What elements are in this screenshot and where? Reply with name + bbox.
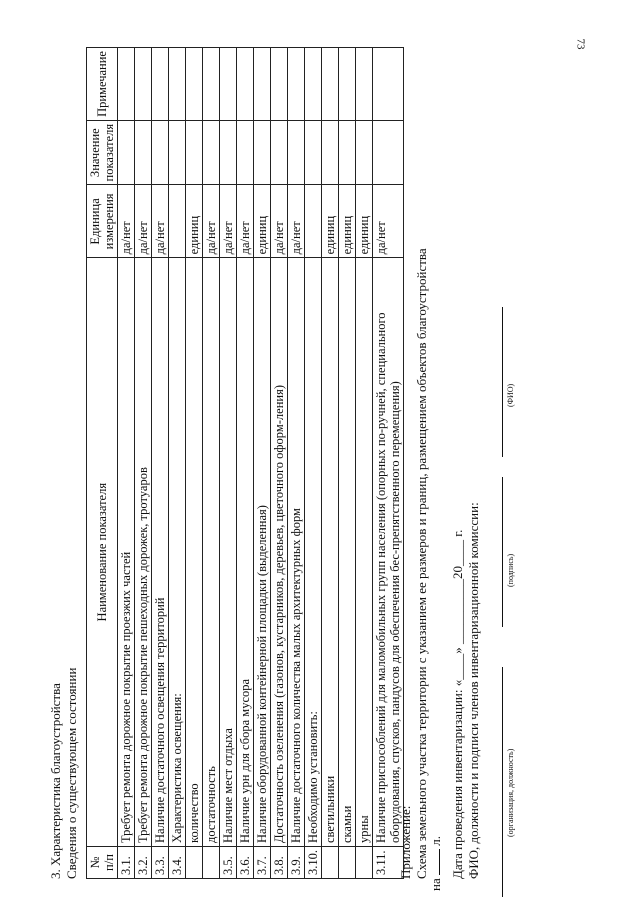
table-row	[271, 48, 288, 879]
row-num: 3.8.	[271, 847, 288, 879]
row-unit: да/нет	[237, 185, 254, 258]
row-num	[322, 847, 339, 879]
row-name: Наличие достаточного количества малых архитектурных форм	[288, 258, 305, 847]
row-value	[288, 120, 305, 185]
characteristics-table	[86, 47, 404, 879]
row-note	[356, 48, 373, 121]
l-label: л.	[428, 836, 443, 846]
row-note	[220, 48, 237, 121]
row-note	[271, 48, 288, 121]
row-unit: единиц	[339, 185, 356, 258]
row-value	[356, 120, 373, 185]
row-num: 3.3.	[152, 847, 169, 879]
row-note	[169, 48, 186, 121]
row-value	[322, 120, 339, 185]
row-name: Наличие урн для сбора мусора	[237, 258, 254, 847]
row-note	[186, 48, 203, 121]
caption-sign: (подпись)	[506, 553, 515, 587]
row-unit: да/нет	[220, 185, 237, 258]
row-unit: единиц	[254, 185, 271, 258]
row-num: 3.9.	[288, 847, 305, 879]
row-note	[288, 48, 305, 121]
header-unit: Единица измерения	[87, 185, 118, 258]
row-name: Достаточность озеленения (газонов, кустарников, деревьев, цветочного оформ-ления)	[271, 258, 288, 847]
row-num: 3.2.	[135, 847, 152, 879]
row-unit: да/нет	[373, 185, 404, 258]
header-num: № п/п	[87, 847, 118, 879]
row-value	[203, 120, 220, 185]
row-note	[152, 48, 169, 121]
row-name: Необходимо установить:	[305, 258, 322, 847]
row-unit	[305, 185, 322, 258]
row-unit: да/нет	[203, 185, 220, 258]
row-value	[118, 120, 135, 185]
inventory-date: Дата проведения инвентаризации: «____» __________20____ г.	[450, 529, 465, 879]
header-note: Примечание	[87, 48, 118, 121]
row-name: Наличие мест отдыха	[220, 258, 237, 847]
row-unit	[169, 185, 186, 258]
row-name: количество	[186, 258, 203, 847]
na-label: на	[428, 878, 443, 891]
row-value	[237, 120, 254, 185]
table-row	[356, 48, 373, 879]
section-subtitle: Сведения о существующем состоянии	[64, 667, 79, 879]
table-row	[373, 48, 404, 879]
row-num: 3.10.	[305, 847, 322, 879]
row-note	[254, 48, 271, 121]
row-name: скамьи	[339, 258, 356, 847]
row-value	[339, 120, 356, 185]
row-num: 3.1.	[118, 847, 135, 879]
row-value	[220, 120, 237, 185]
row-note	[203, 48, 220, 121]
row-name: Наличие достаточного освещения территорий	[152, 258, 169, 847]
table-row	[169, 48, 186, 879]
table-row	[237, 48, 254, 879]
row-value	[186, 120, 203, 185]
row-unit: единиц	[356, 185, 373, 258]
section-title: 3. Характеристика благоустройства	[48, 683, 63, 879]
row-value	[373, 120, 404, 185]
row-unit: да/нет	[152, 185, 169, 258]
row-name: достаточность	[203, 258, 220, 847]
row-note	[305, 48, 322, 121]
appendix-label: Приложение:	[398, 805, 413, 879]
row-value	[271, 120, 288, 185]
table-row	[220, 48, 237, 879]
commission-label: ФИО, должности и подписи членов инвентаризационной комиссии:	[466, 502, 481, 879]
row-unit: да/нет	[135, 185, 152, 258]
row-unit: единиц	[322, 185, 339, 258]
header-value: Значение показателя	[87, 120, 118, 185]
table-row	[135, 48, 152, 879]
row-value	[135, 120, 152, 185]
row-note	[339, 48, 356, 121]
row-name: Требует ремонта дорожное покрытие проезжих частей	[118, 258, 135, 847]
row-unit: да/нет	[271, 185, 288, 258]
row-num	[186, 847, 203, 879]
row-num: 3.4.	[169, 847, 186, 879]
row-note	[118, 48, 135, 121]
row-value	[305, 120, 322, 185]
row-num: 3.5.	[220, 847, 237, 879]
table-row	[322, 48, 339, 879]
header-name: Наименование показателя	[87, 258, 118, 847]
row-num	[203, 847, 220, 879]
sheet-count	[428, 836, 444, 891]
row-note	[135, 48, 152, 121]
table-row	[186, 48, 203, 879]
row-note	[373, 48, 404, 121]
row-name: светильники	[322, 258, 339, 847]
row-num	[356, 847, 373, 879]
row-unit: единиц	[186, 185, 203, 258]
table-row	[118, 48, 135, 879]
row-name: Характеристика освещения:	[169, 258, 186, 847]
row-name: Наличие оборудованной контейнерной площадки (выделенная)	[254, 258, 271, 847]
page-number: 73	[574, 38, 587, 50]
table-row	[152, 48, 169, 879]
row-num	[339, 847, 356, 879]
signature-row	[494, 297, 514, 897]
row-name: урны	[356, 258, 373, 847]
row-num: 3.7.	[254, 847, 271, 879]
table-row	[339, 48, 356, 879]
row-unit: да/нет	[118, 185, 135, 258]
table-row	[203, 48, 220, 879]
row-num: 3.6.	[237, 847, 254, 879]
row-note	[237, 48, 254, 121]
table-row	[305, 48, 322, 879]
table-row	[288, 48, 305, 879]
row-value	[152, 120, 169, 185]
row-name: Требует ремонта дорожное покрытие пешеходных дорожек, тротуаров	[135, 258, 152, 847]
caption-org: (организация, должность)	[506, 748, 515, 837]
row-unit: да/нет	[288, 185, 305, 258]
row-name: Наличие приспособлений для маломобильных групп населения (опорных по-ручней, специального оборудования, спусков, пандусов для обеспечения бес-препятственного перемещения)	[373, 258, 404, 847]
row-note	[322, 48, 339, 121]
scheme-text: Схема земельного участка территории с указанием ее размеров и границ, размещением объектов благоустройства	[414, 248, 429, 879]
rotated-page-content	[20, 45, 620, 905]
table-row	[254, 48, 271, 879]
row-num: 3.11.	[373, 847, 404, 879]
row-value	[254, 120, 271, 185]
row-value	[169, 120, 186, 185]
table-header-row	[87, 48, 118, 879]
caption-fio: (ФИО)	[506, 383, 515, 407]
